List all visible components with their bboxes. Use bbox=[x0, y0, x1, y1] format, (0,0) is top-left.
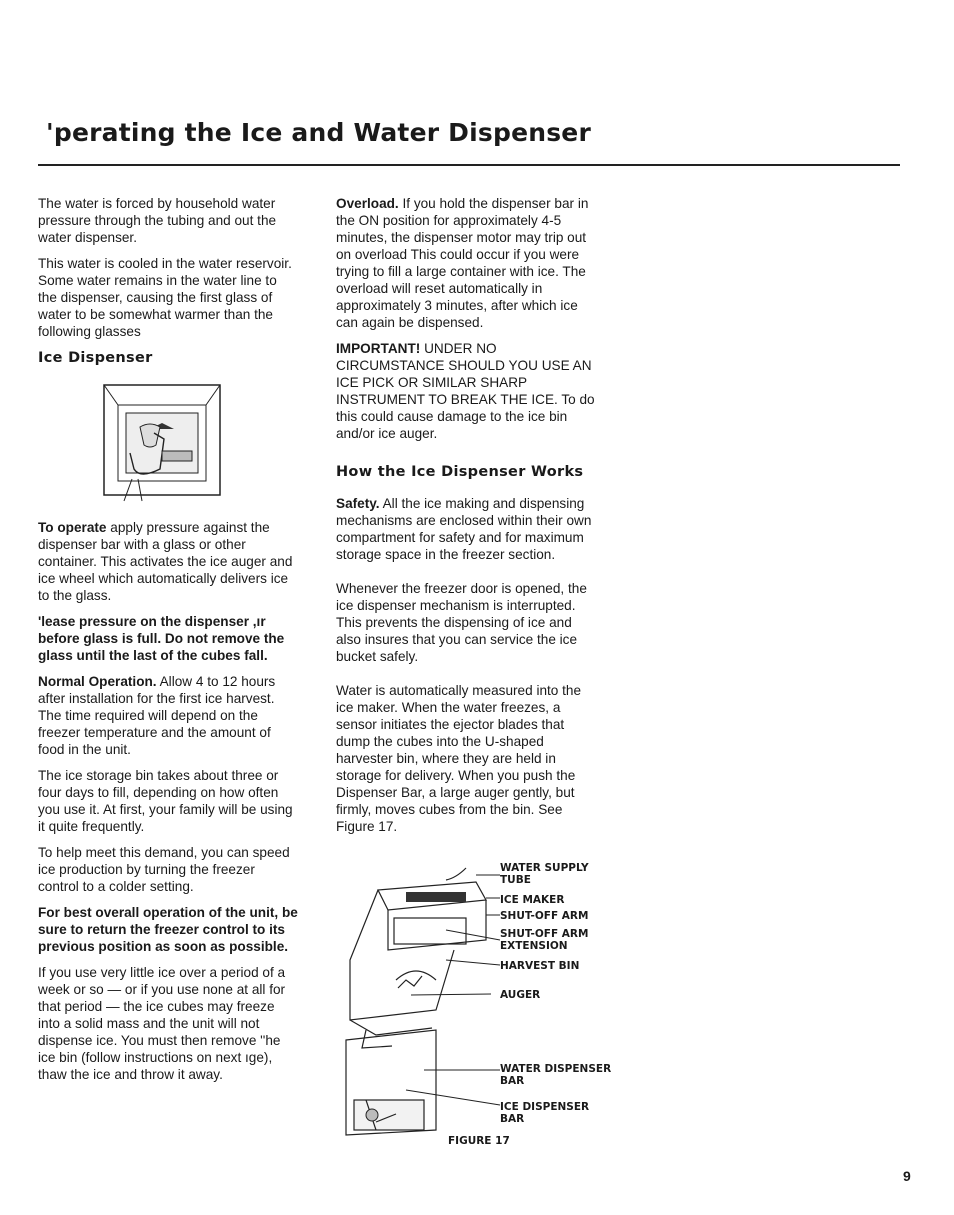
section-heading-ice-dispenser: Ice Dispenser bbox=[38, 350, 153, 366]
paragraph bbox=[38, 673, 298, 758]
paragraph: To help meet this demand, you can speed ice production by turning the freezer control to a colder setting. bbox=[38, 845, 290, 894]
label-shutoff-arm-extension: SHUT-OFF ARM EXTENSION bbox=[500, 928, 589, 952]
page-title: 'perating the Ice and Water Dispenser bbox=[46, 118, 591, 147]
inline-lead: Overload. bbox=[336, 196, 399, 211]
inline-lead: Safety. bbox=[336, 496, 380, 511]
paragraph bbox=[336, 495, 598, 563]
label-ice-dispenser-bar: ICE DISPENSER BAR bbox=[500, 1101, 590, 1125]
inline-text: If you hold the dispenser bar in the ON position for approximately 4-5 minutes, the dispenser motor may trip out on overload This could occur if you were trying to fill a large container with ice. The overload will reset automatically in approximately 3 minutes, after which ice can again be dispensed. bbox=[336, 196, 589, 330]
section-heading-how-it-works: How the Ice Dispenser Works bbox=[336, 464, 584, 480]
paragraph bbox=[336, 340, 598, 442]
inline-text: All the ice making and dispensing mechanisms are enclosed within their own compartment for safety and for maximum storage space in the freezer section. bbox=[336, 496, 592, 562]
right-column bbox=[336, 195, 598, 844]
title-rule bbox=[38, 164, 900, 166]
paragraph bbox=[38, 519, 298, 604]
figure-caption: FIGURE 17 bbox=[448, 1135, 510, 1147]
paragraph: For best overall operation of the unit, be sure to return the freezer control to its previous position as soon as possible. bbox=[38, 905, 298, 954]
inline-text: apply pressure against the dispenser bar with a glass or other container. This activates the ice auger and ice wheel which automatically delivers ice to the glass. bbox=[38, 520, 293, 603]
inline-lead: Normal Operation. bbox=[38, 674, 157, 689]
paragraph: The water is forced by household water pressure through the tubing and out the water dispenser. bbox=[38, 196, 277, 245]
paragraph: If you use very little ice over a period of a week or so — or if you use none at all for that period — the ice cubes may freeze into a solid mass and the unit will not dispense ice. You must then remove ''he ice bin (follow instructions on next ıge), thaw the ice and throw it away. bbox=[38, 965, 286, 1082]
left-column bbox=[38, 195, 298, 1092]
label-harvest-bin: HARVEST BIN bbox=[500, 960, 580, 972]
label-auger: AUGER bbox=[500, 989, 541, 1001]
label-shutoff-arm: SHUT-OFF ARM bbox=[500, 910, 589, 922]
inline-lead: IMPORTANT! bbox=[336, 341, 421, 356]
label-water-supply-tube: WATER SUPPLY TUBE bbox=[500, 862, 589, 886]
label-water-dispenser-bar: WATER DISPENSER BAR bbox=[500, 1063, 612, 1087]
inline-text: Allow 4 to 12 hours after installation for the first ice harvest. The time required will depend on the freezer temperature and the amount of food in the unit. bbox=[38, 674, 276, 757]
paragraph: This water is cooled in the water reservoir. Some water remains in the water line to the dispenser, causing the first glass of water to be somewhat warmer than the following glasses bbox=[38, 256, 292, 339]
warning-paragraph: 'lease pressure on the dispenser ,ır before glass is full. Do not remove the glass until the last of the cubes fall. bbox=[38, 614, 285, 663]
ice-dispenser-illustration bbox=[102, 383, 222, 503]
label-ice-maker: ICE MAKER bbox=[500, 894, 565, 906]
paragraph bbox=[336, 195, 598, 331]
inline-text: UNDER NO CIRCUMSTANCE SHOULD YOU USE AN ICE PICK OR SIMILAR SHARP INSTRUMENT TO BREAK THE ICE. To do this could cause damage to the ice bin and/or ice auger. bbox=[336, 341, 595, 441]
inline-lead: To operate bbox=[38, 520, 107, 535]
paragraph: Water is automatically measured into the ice maker. When the water freezes, a sensor initiates the ejector blades that dump the cubes into the U-shaped harvester bin, where they are held in storage for delivery. When you push the Dispenser Bar, a large auger gently, but firmly, moves cubes from the bin. See Figure 17. bbox=[336, 683, 582, 834]
page-number: 9 bbox=[903, 1168, 911, 1184]
paragraph: Whenever the freezer door is opened, the ice dispenser mechanism is interrupted. This prevents the dispensing of ice and also insures that you can service the ice bucket safely. bbox=[336, 581, 587, 664]
paragraph: The ice storage bin takes about three or four days to fill, depending on how often you use it. At first, your family will be using it quite frequently. bbox=[38, 768, 293, 834]
figure-17 bbox=[336, 860, 636, 1150]
ice-maker-diagram bbox=[336, 860, 636, 1150]
